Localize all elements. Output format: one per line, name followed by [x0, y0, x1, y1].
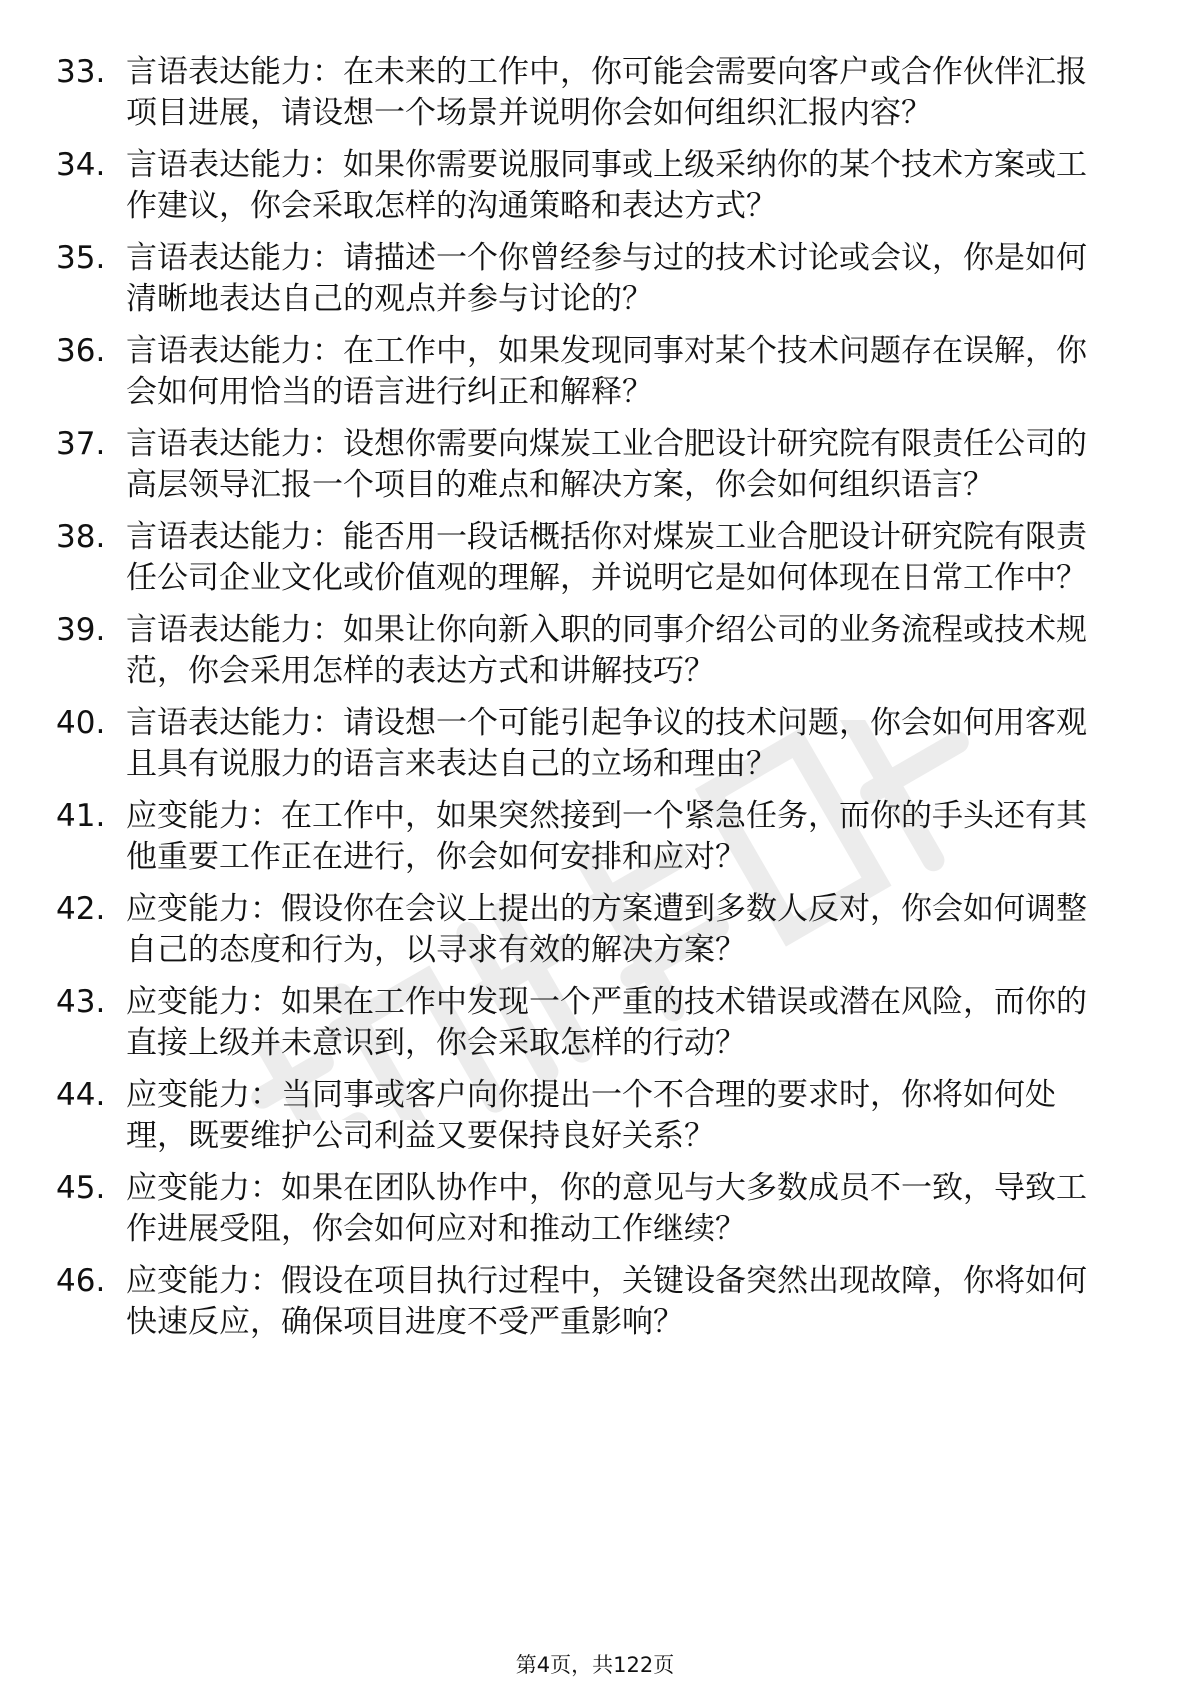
question-item-41	[56, 796, 1116, 878]
question-list	[56, 52, 1116, 1354]
question-item-33	[56, 52, 1116, 134]
question-item-46	[56, 1261, 1116, 1343]
question-text: 言语表达能力：请设想一个可能引起争议的技术问题，你会如何用客观且具有说服力的语言来表达自己的立场和理由？	[126, 705, 1087, 782]
question-item-40	[56, 703, 1116, 785]
question-number: 42.	[56, 891, 106, 927]
question-text: 应变能力：如果在工作中发现一个严重的技术错误或潜在风险，而你的直接上级并未意识到，你会采取怎样的行动？	[126, 984, 1087, 1061]
question-number: 46.	[56, 1263, 106, 1299]
question-item-37	[56, 424, 1116, 506]
question-item-42	[56, 889, 1116, 971]
question-item-44	[56, 1075, 1116, 1157]
question-item-39	[56, 610, 1116, 692]
question-item-36	[56, 331, 1116, 413]
question-number: 34.	[56, 147, 106, 183]
question-number: 44.	[56, 1077, 106, 1113]
question-text: 言语表达能力：如果你需要说服同事或上级采纳你的某个技术方案或工作建议，你会采取怎样的沟通策略和表达方式？	[126, 147, 1087, 224]
question-item-43	[56, 982, 1116, 1064]
question-text: 言语表达能力：在未来的工作中，你可能会需要向客户或合作伙伴汇报项目进展，请设想一个场景并说明你会如何组织汇报内容？	[126, 54, 1087, 131]
question-item-45	[56, 1168, 1116, 1250]
question-text: 应变能力：如果在团队协作中，你的意见与大多数成员不一致，导致工作进展受阻，你会如何应对和推动工作继续？	[126, 1170, 1087, 1247]
question-number: 40.	[56, 705, 106, 741]
question-item-38	[56, 517, 1116, 599]
question-text: 言语表达能力：设想你需要向煤炭工业合肥设计研究院有限责任公司的高层领导汇报一个项目的难点和解决方案，你会如何组织语言？	[126, 426, 1087, 503]
question-text: 应变能力：当同事或客户向你提出一个不合理的要求时，你将如何处理，既要维护公司利益又要保持良好关系？	[126, 1077, 1056, 1154]
question-number: 33.	[56, 54, 106, 90]
question-text: 言语表达能力：请描述一个你曾经参与过的技术讨论或会议，你是如何清晰地表达自己的观点并参与讨论的？	[126, 240, 1087, 317]
question-text: 言语表达能力：能否用一段话概括你对煤炭工业合肥设计研究院有限责任公司企业文化或价值观的理解，并说明它是如何体现在日常工作中？	[126, 519, 1087, 596]
question-item-35	[56, 238, 1116, 320]
question-text: 言语表达能力：在工作中，如果发现同事对某个技术问题存在误解，你会如何用恰当的语言进行纠正和解释？	[126, 333, 1087, 410]
question-number: 35.	[56, 240, 106, 276]
question-number: 37.	[56, 426, 106, 462]
question-number: 41.	[56, 798, 106, 834]
question-number: 36.	[56, 333, 106, 369]
question-text: 言语表达能力：如果让你向新入职的同事介绍公司的业务流程或技术规范，你会采用怎样的表达方式和讲解技巧？	[126, 612, 1087, 689]
question-text: 应变能力：假设在项目执行过程中，关键设备突然出现故障，你将如何快速反应，确保项目进度不受严重影响？	[126, 1263, 1087, 1340]
question-number: 45.	[56, 1170, 106, 1206]
question-item-34	[56, 145, 1116, 227]
question-text: 应变能力：假设你在会议上提出的方案遭到多数人反对，你会如何调整自己的态度和行为，以寻求有效的解决方案？	[126, 891, 1087, 968]
question-text: 应变能力：在工作中，如果突然接到一个紧急任务，而你的手头还有其他重要工作正在进行，你会如何安排和应对？	[126, 798, 1087, 875]
page-footer: 第4页，共122页	[515, 1653, 675, 1677]
question-number: 39.	[56, 612, 106, 648]
question-number: 38.	[56, 519, 106, 555]
question-number: 43.	[56, 984, 106, 1020]
